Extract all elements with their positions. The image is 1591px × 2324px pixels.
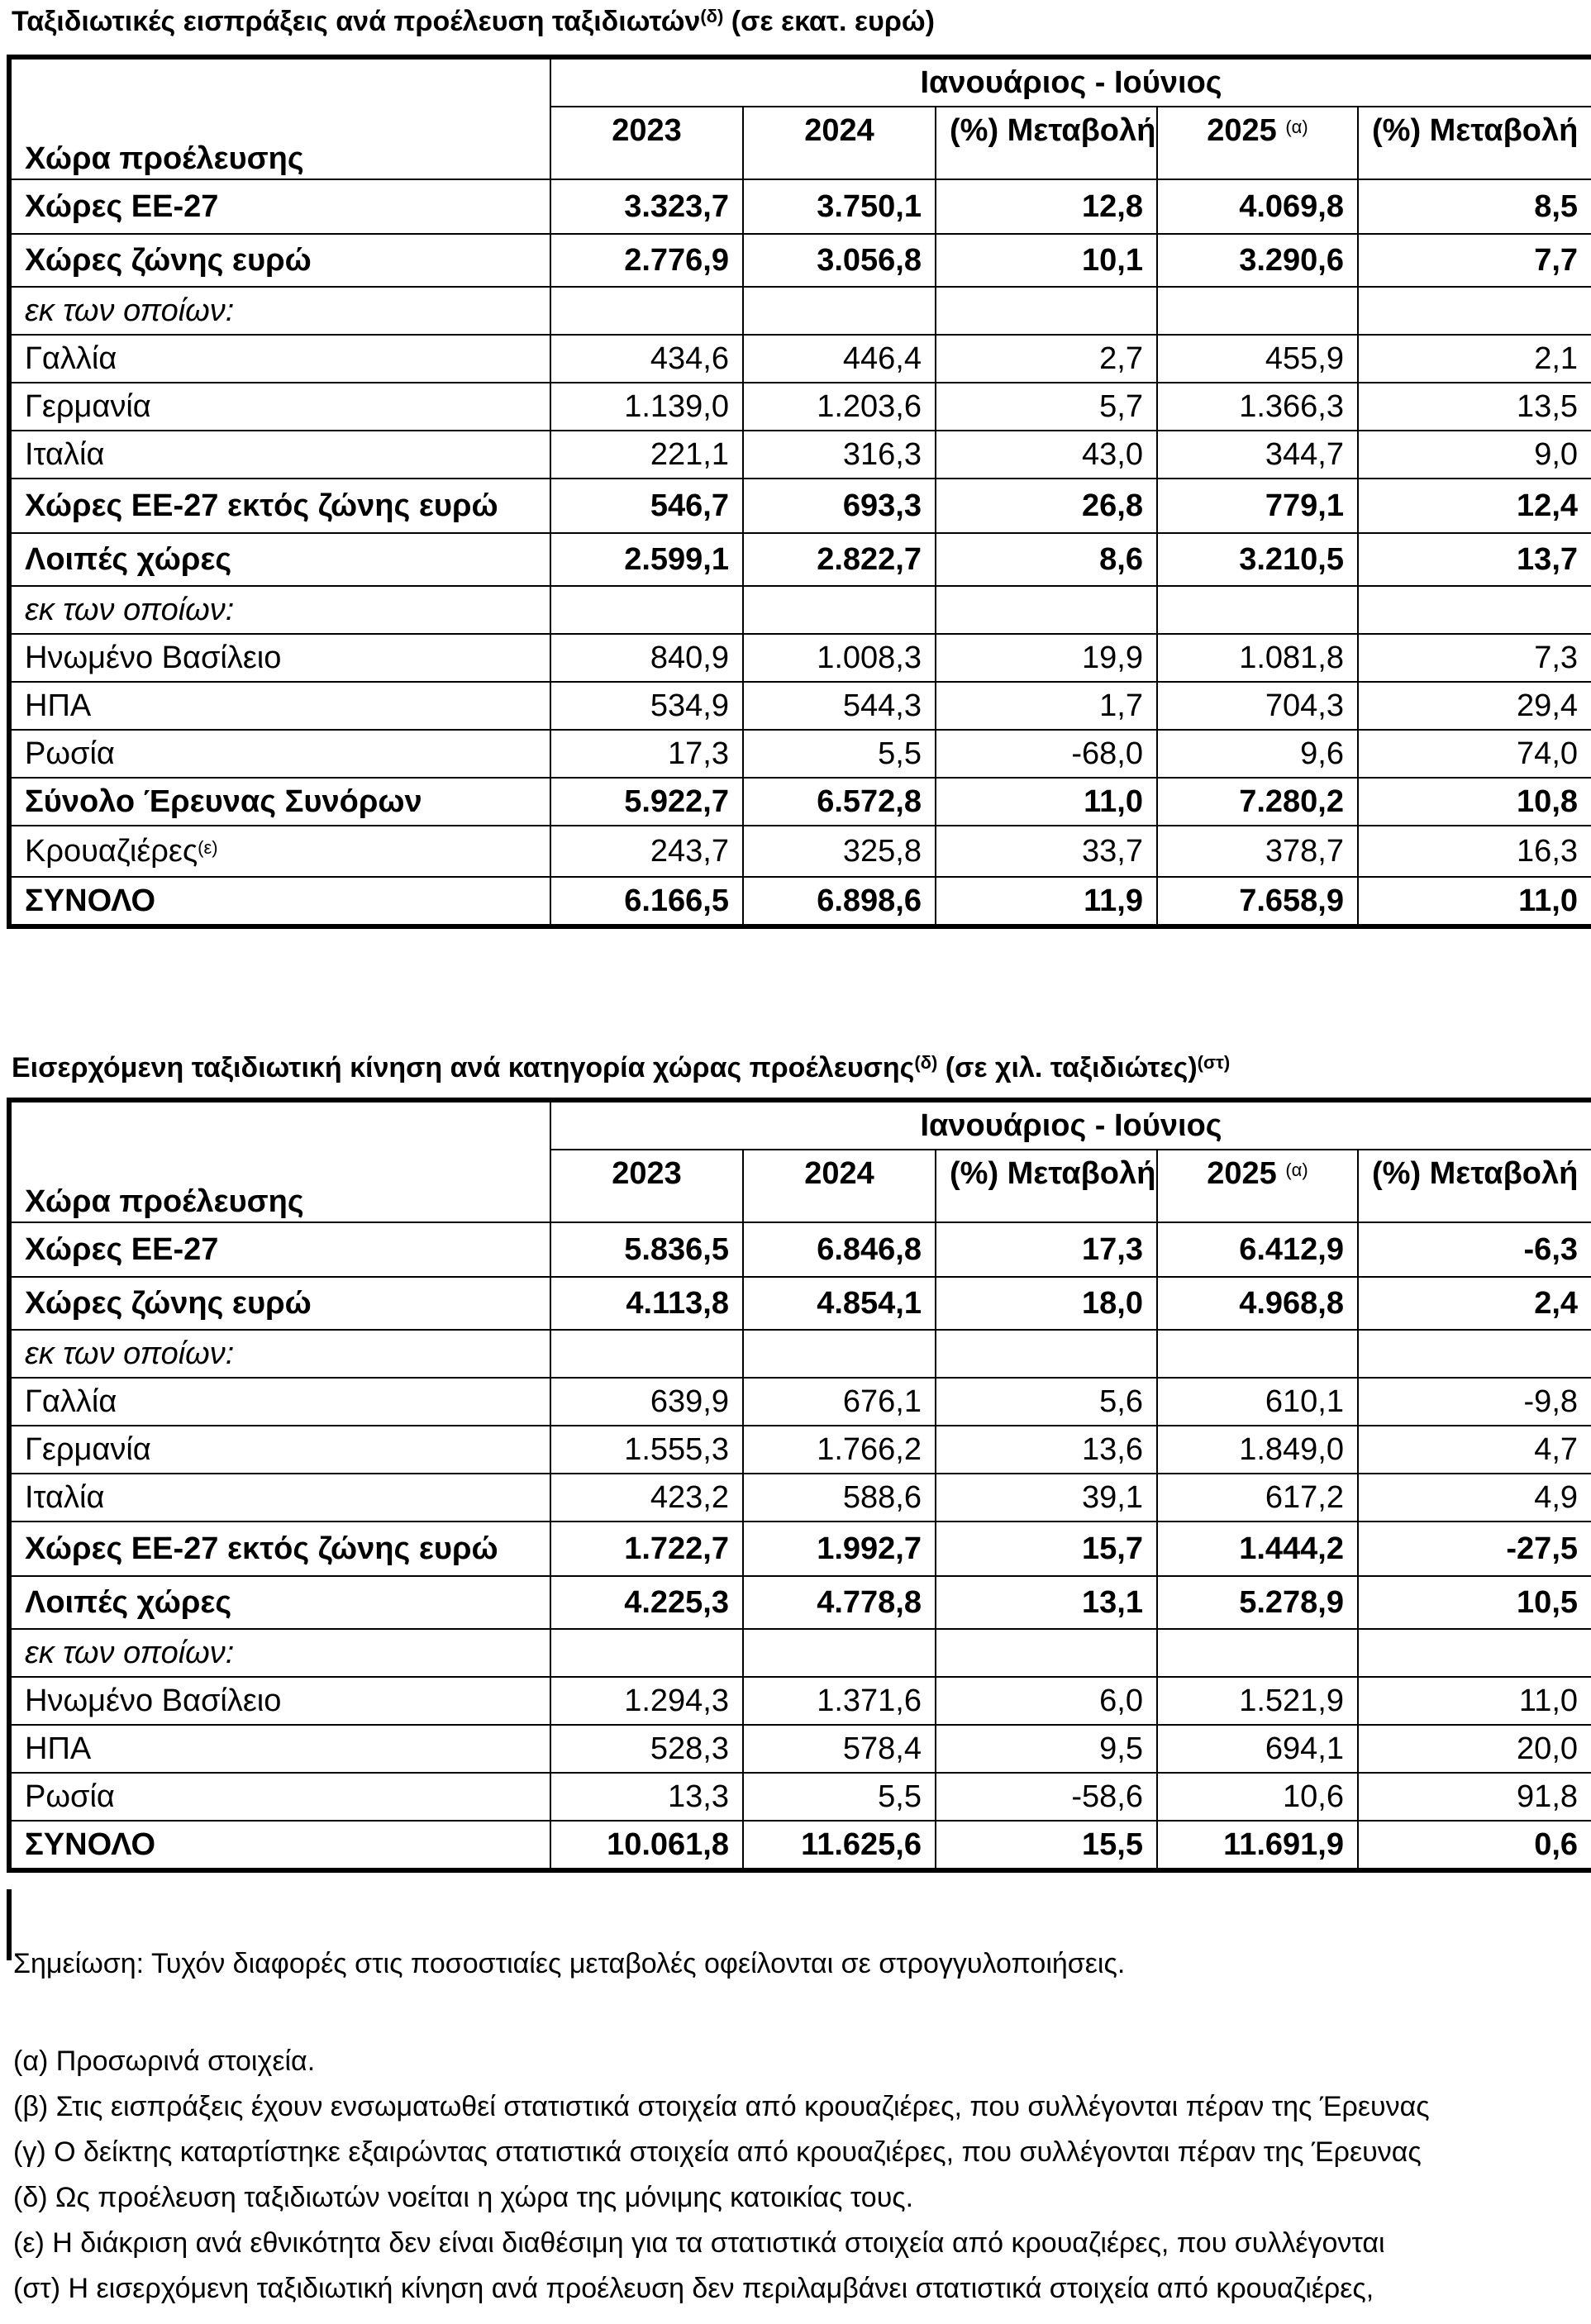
cell-v2025: 1.521,9: [1157, 1677, 1358, 1725]
note-d: (δ) Ως προέλευση ταξιδιωτών νοείται η χώρα της μόνιμης κατοικίας τους.: [13, 2182, 914, 2213]
note-f: (στ) Η εισερχόμενη ταξιδιωτική κίνηση ανά προέλευση δεν περιλαμβάνει στατιστικά στοιχεία από κρουαζιέρες,: [13, 2273, 1374, 2304]
note-b: (β) Στις εισπράξεις έχουν ενσωματωθεί στατιστικά στοιχεία από κρουαζιέρες, που συλλέγονται πέραν της Έρευνας: [13, 2091, 1430, 2122]
table1-title: Ταξιδιωτικές εισπράξεις ανά προέλευση ταξιδιωτών$^{(\delta)}$ (σε εκατ. ευρώ): [12, 6, 935, 37]
cell-c2: 4,7: [1358, 1426, 1591, 1474]
cell-v2023: 434,6: [550, 335, 743, 383]
cell-c2: 11,0: [1358, 877, 1591, 926]
table-row: [9, 1222, 1591, 1277]
cell-c2: 0,6: [1358, 1821, 1591, 1870]
table-row: [9, 179, 1591, 234]
row-label: ΗΠΑ: [9, 682, 550, 730]
cell-c2: 7,7: [1358, 234, 1591, 287]
cell-v2024: 1.371,6: [743, 1677, 936, 1725]
cell-c2: 8,5: [1358, 179, 1591, 234]
cell-c1: -68,0: [936, 730, 1157, 778]
table-row: [9, 1378, 1591, 1426]
cell-c2: 7,3: [1358, 634, 1591, 682]
subheading-row: [9, 1629, 1591, 1677]
row-label: Ρωσία: [9, 1773, 550, 1821]
cell-v2024: 316,3: [743, 431, 936, 479]
cell-c2: [1358, 586, 1591, 634]
row-label: Λοιπές χώρες: [9, 533, 550, 586]
cell-v2023: 2.776,9: [550, 234, 743, 287]
table-row: [9, 1821, 1591, 1870]
cell-c1: [936, 1330, 1157, 1378]
cell-c2: 16,3: [1358, 826, 1591, 877]
cell-v2024: 1.992,7: [743, 1522, 936, 1576]
cell-v2023: 1.294,3: [550, 1677, 743, 1725]
row-label: Γερμανία: [9, 383, 550, 431]
cell-v2024: 3.056,8: [743, 234, 936, 287]
cell-v2025: [1157, 1629, 1358, 1677]
cell-v2023: 639,9: [550, 1378, 743, 1426]
cell-c1: 5,7: [936, 383, 1157, 431]
cell-c1: 33,7: [936, 826, 1157, 877]
cell-v2025: 3.210,5: [1157, 533, 1358, 586]
cell-v2024: [743, 586, 936, 634]
cell-v2023: 4.113,8: [550, 1277, 743, 1330]
row-label: Ρωσία: [9, 730, 550, 778]
cell-v2025: 455,9: [1157, 335, 1358, 383]
cell-v2024: 578,4: [743, 1725, 936, 1773]
note-e: (ε) Η διάκριση ανά εθνικότητα δεν είναι διαθέσιμη για τα στατιστικά στοιχεία από κρουαζιέρες, που συλλέγονται: [13, 2227, 1385, 2259]
cell-v2023: 4.225,3: [550, 1576, 743, 1629]
table-row: [9, 826, 1591, 877]
cell-v2023: 840,9: [550, 634, 743, 682]
cell-v2025: 1.444,2: [1157, 1522, 1358, 1576]
cell-c2: [1358, 1330, 1591, 1378]
cell-c2: 29,4: [1358, 682, 1591, 730]
cell-c1: [936, 1629, 1157, 1677]
cell-v2023: 5.836,5: [550, 1222, 743, 1277]
table-row: [9, 1277, 1591, 1330]
cell-v2025: 7.658,9: [1157, 877, 1358, 926]
table-row: [9, 383, 1591, 431]
cell-v2025: 378,7: [1157, 826, 1358, 877]
cell-v2025: 4.069,8: [1157, 179, 1358, 234]
cell-v2024: [743, 1330, 936, 1378]
cell-v2025: 779,1: [1157, 479, 1358, 533]
cell-v2025: 6.412,9: [1157, 1222, 1358, 1277]
table-row: [9, 682, 1591, 730]
cell-c1: 1,7: [936, 682, 1157, 730]
cell-c1: 2,7: [936, 335, 1157, 383]
cell-v2024: 676,1: [743, 1378, 936, 1426]
cell-v2023: 2.599,1: [550, 533, 743, 586]
table-row: [9, 778, 1591, 826]
table-row: [9, 1773, 1591, 1821]
subheading-row: [9, 287, 1591, 335]
cell-c2: -27,5: [1358, 1522, 1591, 1576]
row-label: εκ των οποίων:: [9, 1629, 550, 1677]
cell-v2024: 11.625,6: [743, 1821, 936, 1870]
receipts-table: [7, 55, 1591, 929]
row-label: Χώρες ζώνης ευρώ: [9, 234, 550, 287]
col-header-change-2: (%) Μεταβολή: [1358, 107, 1591, 179]
cell-v2024: 5,5: [743, 1773, 936, 1821]
cell-v2025: 344,7: [1157, 431, 1358, 479]
row-label: Γαλλία: [9, 1378, 550, 1426]
table-row: [9, 1522, 1591, 1576]
cell-v2023: 1.139,0: [550, 383, 743, 431]
cell-c2: 11,0: [1358, 1677, 1591, 1725]
cell-v2023: [550, 586, 743, 634]
cell-v2025: 3.290,6: [1157, 234, 1358, 287]
row-label: εκ των οποίων:: [9, 1330, 550, 1378]
cell-v2024: 1.008,3: [743, 634, 936, 682]
cell-v2025: 704,3: [1157, 682, 1358, 730]
row-label: Χώρες ζώνης ευρώ: [9, 1277, 550, 1330]
cell-v2024: 5,5: [743, 730, 936, 778]
cell-c2: -6,3: [1358, 1222, 1591, 1277]
row-label: Κρουαζιέρες$^{(\varepsilon)}$: [9, 826, 550, 877]
cell-v2023: 528,3: [550, 1725, 743, 1773]
cell-v2023: 6.166,5: [550, 877, 743, 926]
cell-c1: [936, 586, 1157, 634]
cell-c2: [1358, 287, 1591, 335]
cell-v2025: 617,2: [1157, 1474, 1358, 1522]
cell-c2: 20,0: [1358, 1725, 1591, 1773]
cell-v2023: 17,3: [550, 730, 743, 778]
table-row: [9, 479, 1591, 533]
table-row: [9, 1474, 1591, 1522]
cell-v2024: 2.822,7: [743, 533, 936, 586]
cell-c1: 9,5: [936, 1725, 1157, 1773]
table-row: [9, 234, 1591, 287]
cell-c2: 2,4: [1358, 1277, 1591, 1330]
cell-v2024: 4.778,8: [743, 1576, 936, 1629]
table-row: [9, 877, 1591, 926]
row-label: Ηνωμένο Βασίλειο: [9, 1677, 550, 1725]
cell-v2023: 5.922,7: [550, 778, 743, 826]
row-label: Γερμανία: [9, 1426, 550, 1474]
cell-c1: 26,8: [936, 479, 1157, 533]
cell-v2024: 325,8: [743, 826, 936, 877]
table-row: [9, 533, 1591, 586]
cell-c2: 10,8: [1358, 778, 1591, 826]
cell-v2023: [550, 287, 743, 335]
table-row: [9, 1677, 1591, 1725]
cell-v2024: 446,4: [743, 335, 936, 383]
cell-v2023: 546,7: [550, 479, 743, 533]
cell-v2024: 588,6: [743, 1474, 936, 1522]
row-label: Λοιπές χώρες: [9, 1576, 550, 1629]
cell-c1: [936, 287, 1157, 335]
row-label: Ιταλία: [9, 1474, 550, 1522]
cell-c1: 13,6: [936, 1426, 1157, 1474]
cell-v2024: 1.203,6: [743, 383, 936, 431]
cell-v2024: 3.750,1: [743, 179, 936, 234]
cell-v2023: 10.061,8: [550, 1821, 743, 1870]
cell-v2025: [1157, 287, 1358, 335]
cell-c1: 43,0: [936, 431, 1157, 479]
col-header-2024: 2024: [743, 1150, 936, 1222]
period-header: Ιανουάριος - Ιούνιος: [550, 1100, 1591, 1150]
subheading-row: [9, 1330, 1591, 1378]
col-header-origin: Χώρα προέλευσης: [9, 1150, 550, 1222]
cell-v2024: 4.854,1: [743, 1277, 936, 1330]
cell-c2: 13,5: [1358, 383, 1591, 431]
cell-v2024: 6.572,8: [743, 778, 936, 826]
cell-v2023: 13,3: [550, 1773, 743, 1821]
cell-v2025: 9,6: [1157, 730, 1358, 778]
note-a: (α) Προσωρινά στοιχεία.: [13, 2045, 316, 2077]
cell-c1: 6,0: [936, 1677, 1157, 1725]
cell-c2: 91,8: [1358, 1773, 1591, 1821]
cell-v2025: [1157, 1330, 1358, 1378]
row-label: Χώρες ΕΕ-27: [9, 1222, 550, 1277]
cell-c1: 11,0: [936, 778, 1157, 826]
cell-c2: 4,9: [1358, 1474, 1591, 1522]
cell-v2024: 693,3: [743, 479, 936, 533]
cell-c1: 13,1: [936, 1576, 1157, 1629]
left-border: [7, 1889, 12, 1960]
cell-v2025: 610,1: [1157, 1378, 1358, 1426]
row-label: Χώρες ΕΕ-27: [9, 179, 550, 234]
row-label: ΣΥΝΟΛΟ: [9, 877, 550, 926]
col-header-change-1: (%) Μεταβολή: [936, 107, 1157, 179]
table-row: [9, 634, 1591, 682]
cell-c1: 17,3: [936, 1222, 1157, 1277]
row-label: Ιταλία: [9, 431, 550, 479]
cell-c1: 18,0: [936, 1277, 1157, 1330]
cell-c1: 19,9: [936, 634, 1157, 682]
cell-v2023: [550, 1330, 743, 1378]
row-label: Γαλλία: [9, 335, 550, 383]
cell-v2023: [550, 1629, 743, 1677]
cell-c1: -58,6: [936, 1773, 1157, 1821]
row-label: εκ των οποίων:: [9, 287, 550, 335]
row-label: Ηνωμένο Βασίλειο: [9, 634, 550, 682]
row-label: ΣΥΝΟΛΟ: [9, 1821, 550, 1870]
cell-c1: 8,6: [936, 533, 1157, 586]
row-label: ΗΠΑ: [9, 1725, 550, 1773]
row-label: Χώρες ΕΕ-27 εκτός ζώνης ευρώ: [9, 479, 550, 533]
period-header: Ιανουάριος - Ιούνιος: [550, 57, 1591, 107]
col-header-change-2: (%) Μεταβολή: [1358, 1150, 1591, 1222]
col-header-2024: 2024: [743, 107, 936, 179]
table-row: [9, 730, 1591, 778]
arrivals-table: [7, 1098, 1591, 1873]
cell-c2: 2,1: [1358, 335, 1591, 383]
cell-c2: -9,8: [1358, 1378, 1591, 1426]
cell-v2025: 5.278,9: [1157, 1576, 1358, 1629]
cell-c2: 12,4: [1358, 479, 1591, 533]
cell-v2024: 1.766,2: [743, 1426, 936, 1474]
cell-c1: 39,1: [936, 1474, 1157, 1522]
cell-v2024: 544,3: [743, 682, 936, 730]
cell-v2023: 3.323,7: [550, 179, 743, 234]
cell-v2023: 221,1: [550, 431, 743, 479]
col-header-2025: 2025 $^{(\alpha)}$: [1157, 1150, 1358, 1222]
cell-c1: 15,5: [936, 1821, 1157, 1870]
cell-v2024: 6.846,8: [743, 1222, 936, 1277]
cell-c2: [1358, 1629, 1591, 1677]
note-c: (γ) Ο δείκτης καταρτίστηκε εξαιρώντας στατιστικά στοιχεία από κρουαζιέρες, που συλλέγονται πέραν της Έρευνας: [13, 2136, 1422, 2168]
col-header-2025: 2025 $^{(\alpha)}$: [1157, 107, 1358, 179]
cell-c2: 9,0: [1358, 431, 1591, 479]
cell-v2024: 6.898,6: [743, 877, 936, 926]
col-header-2023: 2023: [550, 107, 743, 179]
col-header-change-1: (%) Μεταβολή: [936, 1150, 1157, 1222]
table2-title: Εισερχόμενη ταξιδιωτική κίνηση ανά κατηγορία χώρας προέλευσης$^{(\delta)}$ (σε χιλ. ταξιδιώτες)$^{(\sigma\tau)}$: [12, 1052, 1231, 1083]
cell-v2025: 4.968,8: [1157, 1277, 1358, 1330]
note-remark: Σημείωση: Τυχόν διαφορές στις ποσοστιαίες μεταβολές οφείλονται σε στρογγυλοποιήσεις.: [13, 1948, 1126, 1979]
cell-c1: 10,1: [936, 234, 1157, 287]
cell-c1: 5,6: [936, 1378, 1157, 1426]
row-label: εκ των οποίων:: [9, 586, 550, 634]
cell-v2024: [743, 287, 936, 335]
table-row: [9, 1576, 1591, 1629]
cell-v2025: 11.691,9: [1157, 1821, 1358, 1870]
cell-v2025: 1.366,3: [1157, 383, 1358, 431]
cell-c2: 74,0: [1358, 730, 1591, 778]
cell-c2: 13,7: [1358, 533, 1591, 586]
col-header-origin: Χώρα προέλευσης: [9, 107, 550, 179]
cell-v2023: 1.722,7: [550, 1522, 743, 1576]
cell-v2023: 534,9: [550, 682, 743, 730]
table-row: [9, 335, 1591, 383]
table-row: [9, 1426, 1591, 1474]
cell-c1: 15,7: [936, 1522, 1157, 1576]
cell-v2025: 1.849,0: [1157, 1426, 1358, 1474]
cell-v2023: 1.555,3: [550, 1426, 743, 1474]
cell-v2023: 423,2: [550, 1474, 743, 1522]
cell-v2025: 7.280,2: [1157, 778, 1358, 826]
cell-v2025: 1.081,8: [1157, 634, 1358, 682]
col-header-2023: 2023: [550, 1150, 743, 1222]
cell-c1: 11,9: [936, 877, 1157, 926]
cell-c1: 12,8: [936, 179, 1157, 234]
table-row: [9, 431, 1591, 479]
cell-v2025: [1157, 586, 1358, 634]
cell-v2023: 243,7: [550, 826, 743, 877]
row-label: Σύνολο Έρευνας Συνόρων: [9, 778, 550, 826]
cell-v2025: 10,6: [1157, 1773, 1358, 1821]
table-row: [9, 1725, 1591, 1773]
subheading-row: [9, 586, 1591, 634]
cell-v2025: 694,1: [1157, 1725, 1358, 1773]
cell-c2: 10,5: [1358, 1576, 1591, 1629]
row-label: Χώρες ΕΕ-27 εκτός ζώνης ευρώ: [9, 1522, 550, 1576]
cell-v2024: [743, 1629, 936, 1677]
